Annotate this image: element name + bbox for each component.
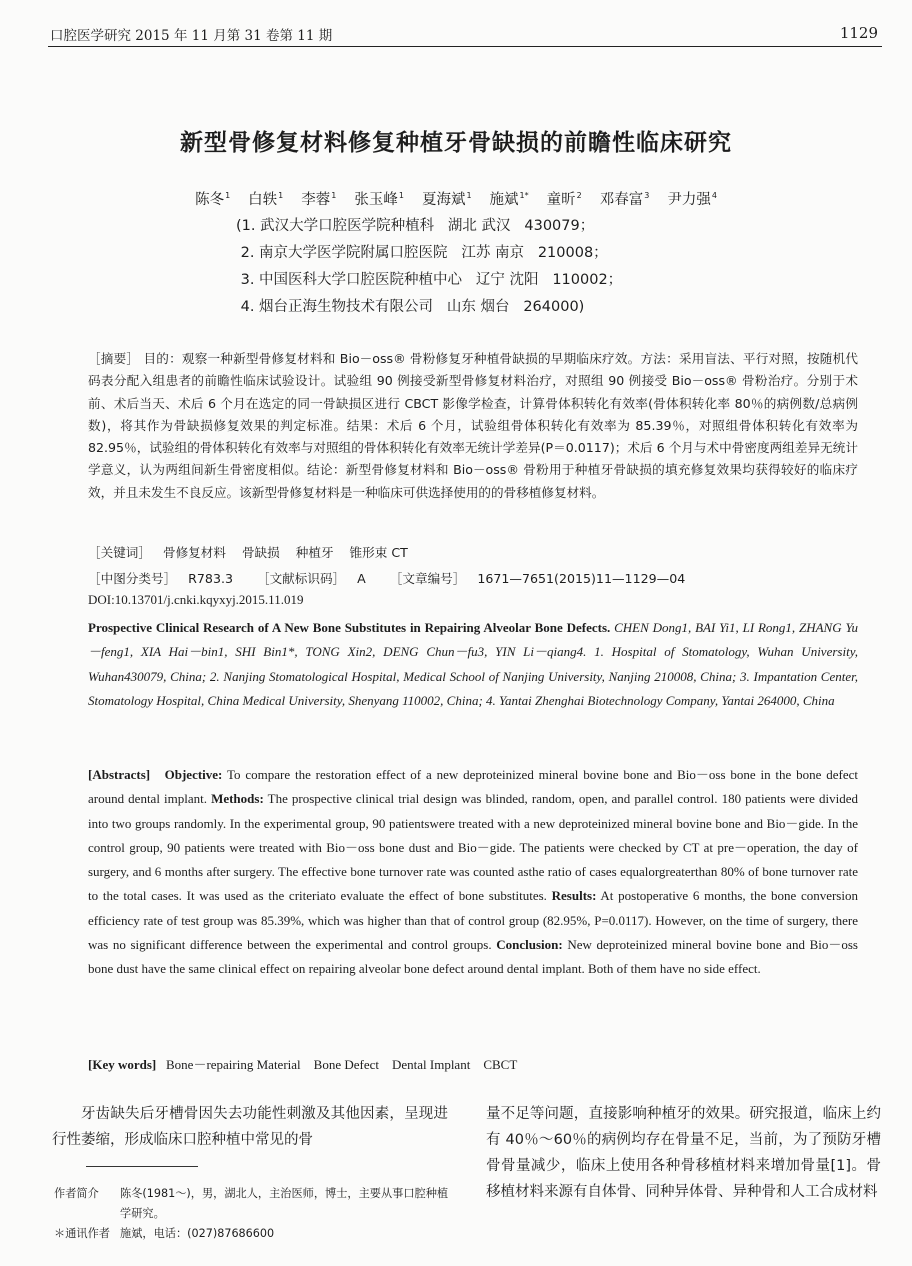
affiliation-3: 3. 中国医科大学口腔医院种植中心 辽宁 沈阳 110002； xyxy=(236,272,623,288)
doi: DOI:10.13701/j.cnki.kqyxyj.2015.11.019 xyxy=(88,592,304,607)
english-authors-affiliations: CHEN Dong1, BAI Yi1, LI Rong1, ZHANG Yu－feng1, XIA Hai－bin1, SHI Bin1*, TONG Xin2, DENG Chun－fu3, YIN Li－qiang4. 1. Hospital of Stomatology, Wuhan University, Wuhan430079, China; 2. Nanjing Stomatological Hospital, Medical School of Nanjing University, Nanjing 210008, China; 3. Impantation Center, Stomatology Hospital, China Medical University, Shenyang 110002, China; 4. Yantai Zhenghai Biotechnology Company, Yantai 264000, China xyxy=(88,620,858,708)
author-name-text: 李蓉 xyxy=(301,192,331,208)
author-name-text: 张玉峰 xyxy=(354,192,398,208)
author-affiliation-mark: 1 xyxy=(398,191,404,201)
author-name-text: 施斌 xyxy=(489,192,519,208)
footnotes xyxy=(54,1184,450,1244)
footnote-text: 施斌，电话：(027)87686600 xyxy=(120,1227,275,1240)
author-name xyxy=(422,192,472,208)
affiliation-2: 2. 南京大学医学院附属口腔医院 江苏 南京 210008； xyxy=(236,245,608,261)
author-affiliation-mark: 2 xyxy=(576,191,582,201)
journal-header: 口腔医学研究 2015 年 11 月第 31 卷第 11 期 xyxy=(50,28,333,44)
author-list xyxy=(0,188,912,209)
author-name xyxy=(195,192,230,208)
author-name xyxy=(547,192,582,208)
author-name-text: 夏海斌 xyxy=(421,192,466,208)
author-name-text: 邓春富 xyxy=(599,192,644,208)
footnote-label: 作者简介 xyxy=(54,1187,99,1200)
author-affiliation-mark: 1 xyxy=(278,191,284,201)
author-affiliation-mark: 1 xyxy=(466,191,472,201)
english-title-block xyxy=(88,616,858,713)
author-name-text: 童昕 xyxy=(546,192,576,208)
author-name xyxy=(248,192,283,208)
objective-text: To compare the restoration effect of a new deproteinized mineral bovine bone and Bio－oss bone in the bone defect around dental implant. xyxy=(88,767,859,807)
objective-label: Objective: xyxy=(164,767,223,782)
body-paragraph: 牙齿缺失后牙槽骨因失去功能性刺激及其他因素，呈现进行性萎缩，形成临床口腔种植中常见的骨 xyxy=(52,1106,448,1148)
affiliation-4: 4. 烟台正海生物技术有限公司 山东 烟台 264000) xyxy=(236,299,585,315)
body-column-left xyxy=(52,1101,448,1153)
footnote-label: ＊通讯作者 xyxy=(54,1227,110,1240)
author-name xyxy=(667,192,717,208)
keywords-english-label: [Key words] xyxy=(88,1057,157,1072)
affiliation-1: (1. 武汉大学口腔医学院种植科 湖北 武汉 430079； xyxy=(236,218,595,234)
author-name-text: 陈冬 xyxy=(195,192,225,208)
abstract-chinese xyxy=(88,348,858,504)
body-column-right xyxy=(486,1101,881,1205)
article-title: 新型骨修复材料修复种植牙骨缺损的前瞻性临床研究 xyxy=(180,130,732,156)
author-name xyxy=(600,192,650,208)
author-affiliation-mark: 1 xyxy=(225,191,231,201)
author-name xyxy=(301,192,336,208)
author-affiliation-mark: 3 xyxy=(644,191,650,201)
results-text: At postoperative 6 months, the bone conversion efficiency rate of test group was 85.39%, which was higher than that of control group (82.95%, P=0.0117). However, on the time of surgery, there was no significant difference between the experimental and control groups. xyxy=(88,888,858,953)
header-rule xyxy=(48,46,882,47)
abstract-chinese-text: ［摘要］ 目的：观察一种新型骨修复材料和 Bio－oss® 骨粉修复牙种植骨缺损的早期临床疗效。方法：采用盲法、平行对照，按随机代码表分配入组患者的前瞻性临床试验设计。试验组 90 例接受新型骨修复材料治疗，对照组 90 例接受 Bio－oss® 骨粉治疗。分别于术前、术后当天、术后 6 个月在选定的同一骨缺损区进行 CBCT 影像学检查，计算骨体积转化有效率(骨体积转化率 80％的病例数/总病例数)，将其作为骨缺损修复效果的判定标准。结果：术后 6 个月，试验组骨体积转化有效率为 85.39％，对照组骨体积转化有效率为 82.95％，试验组的骨体积转化有效率与对照组的骨体积转化有效率无统计学差异(P＝0.0117)；术后 6 个月与术中骨密度两组差异无统计学意义，认为两组间新生骨密度相似。结论：新型骨修复材料和 Bio－oss® 骨粉用于种植牙骨缺损的填充修复效果均获得较好的临床疗效，并且未发生不良反应。该新型骨修复材料是一种临床可供选择使用的的骨移植修复材料。 xyxy=(88,351,858,500)
page-number: 1129 xyxy=(839,24,878,42)
abstract-english xyxy=(88,763,858,982)
affiliations xyxy=(236,213,622,321)
conclusion-label: Conclusion: xyxy=(496,937,563,953)
author-name-text: 尹力强 xyxy=(667,192,711,208)
classification-chinese: ［中图分类号］ R783.3 ［文献标识码］ A ［文章编号］ 1671—7651(2015)11—1129—04 xyxy=(88,571,686,586)
keywords-english xyxy=(88,1054,517,1073)
author-affiliation-mark: 1 xyxy=(331,191,337,201)
methods-text: The prospective clinical trial design was blinded, random, open, and parallel control. 180 patients were divided into two groups randomly. In the experimental group, 90 patientswere treated with a new deproteinized mineral bovine bone and Bio－gide. In the control group, 90 patients were treated with Bio－oss bone dust and Bio－gide. The patients were checked by CT at pre－operation, the day of surgery, and 6 months after surgery. The effective bone turnover rate was counted asthe ratio of cases equalorgreaterthan 80% of bone turnover rate to the total cases. It was used as the criteriato evaluate the effect of bone substitutes. xyxy=(88,791,858,904)
footnote-text: 陈冬(1981～)，男，湖北人，主治医师，博士，主要从事口腔种植学研究。 xyxy=(120,1187,449,1220)
body-paragraph: 量不足等问题，直接影响种植牙的效果。研究报道，临床上约有 40％～60％的病例均存在骨量不足，当前，为了预防牙槽骨骨量减少，临床上使用各种骨移植材料来增加骨量[1]。骨移植材料来源有自体骨、同种异体骨、异种骨和人工合成材料 xyxy=(486,1106,881,1200)
footnote-rule xyxy=(86,1166,198,1167)
english-title: Prospective Clinical Research of A New Bone Substitutes in Repairing Alveolar Bone Defects. xyxy=(88,620,611,635)
author-affiliation-mark: 1* xyxy=(519,191,529,201)
abstract-label: [Abstracts] xyxy=(88,767,151,782)
author-name xyxy=(490,192,529,208)
author-name-text: 白轶 xyxy=(248,192,278,208)
keywords-english-terms: Bone－repairing Material Bone Defect Dental Implant CBCT xyxy=(166,1057,518,1072)
keywords-chinese: ［关键词］ 骨修复材料 骨缺损 种植牙 锥形束 CT xyxy=(88,545,408,560)
footnote-corresponding xyxy=(54,1224,450,1244)
results-label: Results: xyxy=(551,888,597,904)
methods-label: Methods: xyxy=(211,791,264,807)
author-affiliation-mark: 4 xyxy=(711,191,717,201)
footnote-author-bio xyxy=(54,1184,450,1224)
conclusion-text: New deproteinized mineral bovine bone and Bio－oss bone dust have the same clinical effect on repairing alveolar bone defect around dental implant. Both of them have no side effect. xyxy=(88,937,858,977)
author-name xyxy=(354,192,404,208)
